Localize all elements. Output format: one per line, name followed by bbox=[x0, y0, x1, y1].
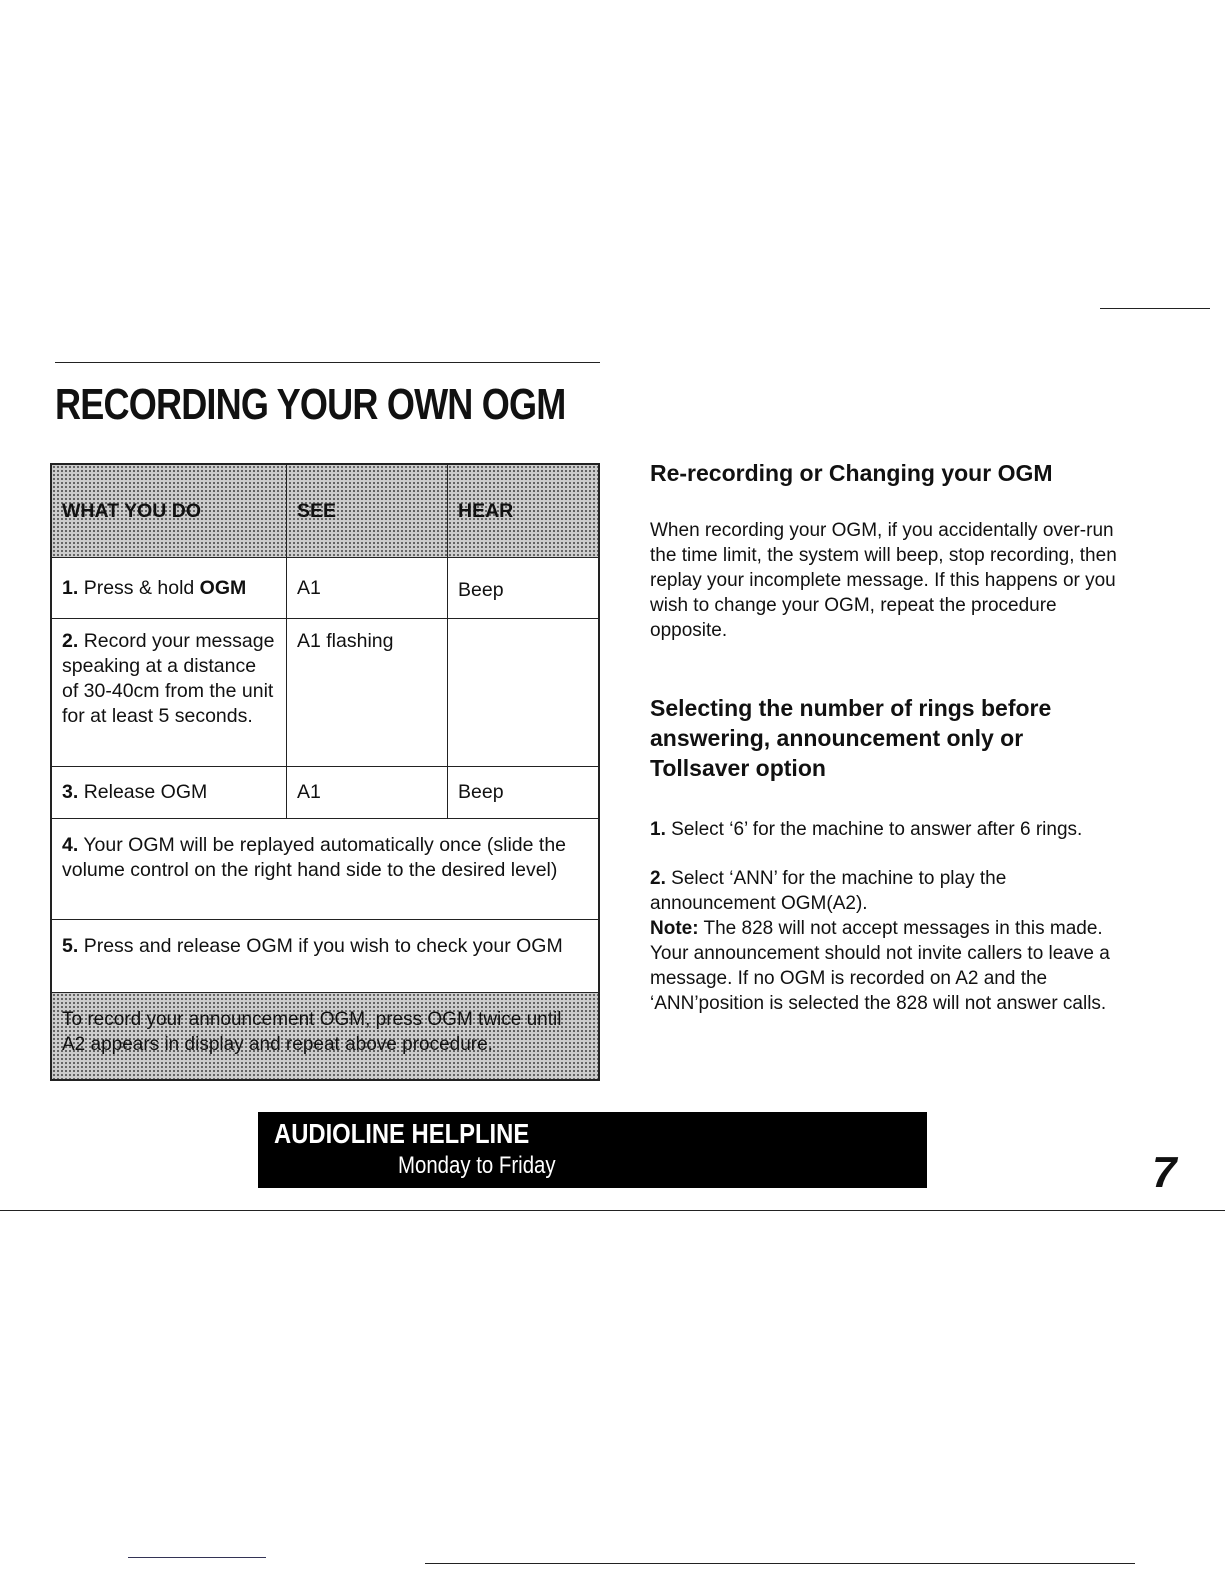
step-text: Record your message speaking at a distance of 30-40cm from the unit for at least 5 seconds. bbox=[62, 630, 275, 727]
hear-cell bbox=[448, 619, 598, 766]
divider bbox=[128, 1557, 266, 1558]
section-heading: Re-recording or Changing your OGM bbox=[650, 460, 1053, 486]
table-row bbox=[52, 619, 598, 767]
page-number: 7 bbox=[1152, 1148, 1177, 1197]
note bbox=[650, 916, 1120, 1016]
table-row bbox=[52, 767, 598, 819]
list-item bbox=[650, 866, 1120, 916]
hear-cell: Beep bbox=[458, 781, 504, 803]
header-what-you-do: WHAT YOU DO bbox=[52, 465, 287, 557]
table-row bbox=[52, 920, 598, 993]
step-text: Press & hold bbox=[83, 577, 200, 599]
step-number: 5. bbox=[62, 935, 79, 957]
item-text: Select ‘6’ for the machine to answer after 6 rings. bbox=[671, 819, 1083, 840]
page-title: RECORDING YOUR OWN OGM bbox=[55, 380, 566, 429]
note-text: The 828 will not accept messages in this made. Your announcement should not invite callers to leave a message. If no OGM is recorded on A2 and the ‘ANN’position is selected the 828 will not answer calls. bbox=[650, 918, 1110, 1014]
table-note bbox=[52, 993, 598, 1079]
table-header bbox=[52, 465, 598, 558]
helpline-days: Monday to Friday bbox=[398, 1152, 556, 1179]
step-text: Release OGM bbox=[83, 781, 208, 803]
item-text: Select ‘ANN’ for the machine to play the announcement OGM(A2). bbox=[650, 868, 1007, 914]
table-row bbox=[52, 558, 598, 619]
step-number: 3. bbox=[62, 781, 79, 803]
list-item bbox=[650, 817, 1120, 842]
item-number: 1. bbox=[650, 819, 666, 840]
paragraph: When recording your OGM, if you accidentally over-run the time limit, the system will beep, stop recording, then replay your incomplete message. If this happens or you wish to change your OGM, repeat the procedure opposite. bbox=[650, 520, 1117, 641]
item-number: 2. bbox=[650, 868, 666, 889]
header-see: SEE bbox=[287, 465, 448, 557]
step-text: Press and release OGM if you wish to check your OGM bbox=[83, 935, 563, 957]
step-number: 1. bbox=[62, 577, 79, 599]
note-text: To record your announcement OGM, press OGM twice until A2 appears in display and repeat above procedure. bbox=[62, 1009, 562, 1055]
section-heading: Selecting the number of rings before answering, announcement only or Tollsaver option bbox=[650, 695, 1052, 781]
see-cell: A1 bbox=[287, 558, 448, 618]
hear-cell: Beep bbox=[458, 579, 504, 601]
divider bbox=[425, 1563, 1135, 1564]
divider bbox=[0, 1210, 1225, 1211]
table-row bbox=[52, 819, 598, 920]
step-bold: OGM bbox=[199, 577, 247, 599]
see-cell: A1 bbox=[287, 767, 448, 818]
step-text: Your OGM will be replayed automatically once (slide the volume control on the right hand side to the desired level) bbox=[62, 834, 567, 881]
helpline-title: AUDIOLINE HELPLINE bbox=[274, 1118, 530, 1149]
divider bbox=[55, 362, 600, 363]
helpline-banner bbox=[258, 1112, 927, 1188]
header-hear: HEAR bbox=[458, 500, 514, 522]
right-column bbox=[650, 458, 1120, 1034]
divider bbox=[1100, 308, 1210, 309]
step-number: 2. bbox=[62, 630, 79, 652]
instructions-table bbox=[50, 463, 600, 1081]
step-number: 4. bbox=[62, 834, 79, 856]
see-cell: A1 flashing bbox=[287, 619, 448, 766]
note-label: Note: bbox=[650, 918, 699, 939]
